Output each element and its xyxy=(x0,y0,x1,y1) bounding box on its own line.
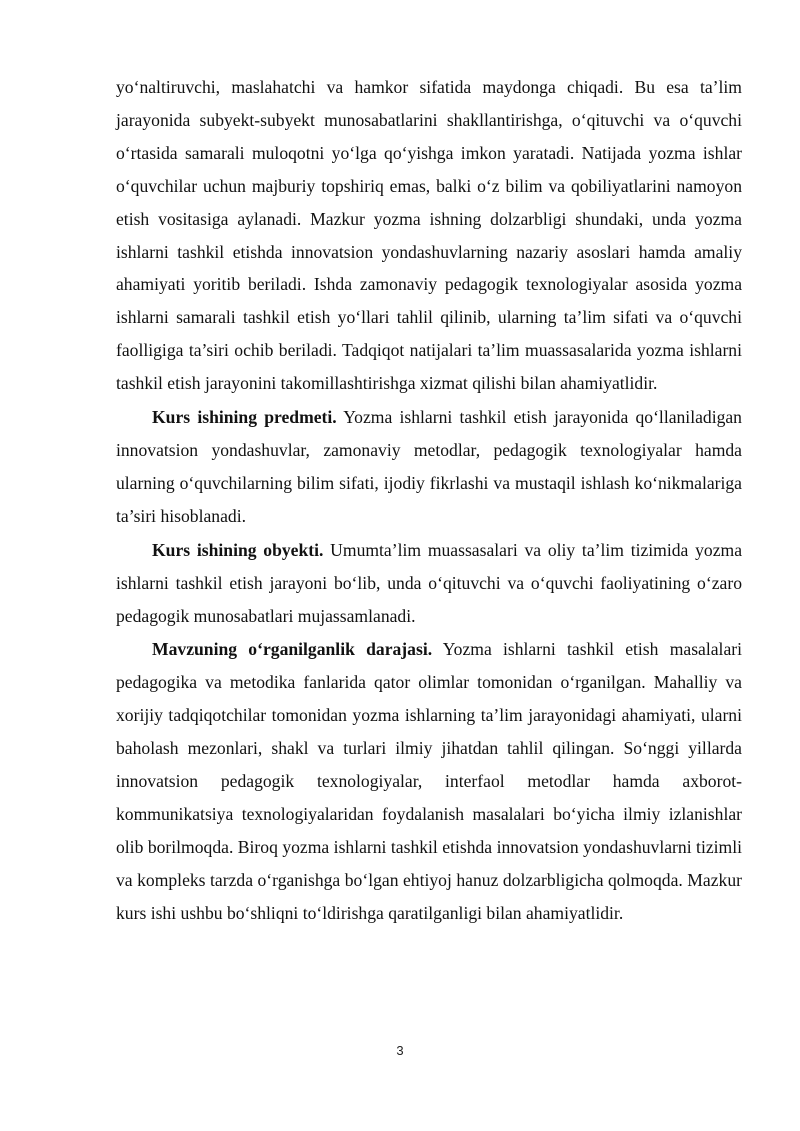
paragraph-subject xyxy=(116,401,742,533)
paragraph-heading-subject: Kurs ishining predmeti. xyxy=(152,407,337,428)
paragraph-text: Yozma ishlarni tashkil etish masalalari pedagogika va metodika fanlarida qator olimlar tomonidan o‘rganilgan. Mahalliy va xorijiy tadqiqotchilar tomonidan yozma ishlarning ta’lim jarayonidagi ahamiyati, ularni baholash mezonlari, shakl va turlari ilmiy jihatdan tahlil qilingan. So‘nggi yillarda innovatsion pedagogik texnologiyalar, interfaol metodlar hamda axborot-kommunikatsiya texnologiyalaridan foydalanish masalalari bo‘yicha ilmiy izlanishlar olib borilmoqda. Biroq yozma ishlarni tashkil etishda innovatsion yondashuvlarni tizimli va kompleks tarzda o‘rganishga bo‘lgan ehtiyoj hanuz dolzarbligicha qolmoqda. Mazkur kurs ishi ushbu bo‘shliqni to‘ldirishga qaratilganligi bilan ahamiyatlidir. xyxy=(116,639,742,923)
document-body xyxy=(116,71,742,930)
paragraph-study-level xyxy=(116,633,742,929)
paragraph-intro-continuation xyxy=(116,71,742,400)
paragraph-object xyxy=(116,534,742,633)
page-number: 3 xyxy=(396,1043,404,1058)
paragraph-text: Yozma ishlarni tashkil etish jarayonida qo‘llaniladigan innovatsion yondashuvlar, zamonaviy metodlar, pedagogik texnologiyalar hamda ularning o‘quvchilarning bilim sifati, ijodiy fikrlashi va mustaqil ishlash ko‘nikmalariga ta’siri hisoblanadi. xyxy=(116,407,742,526)
paragraph-text: yo‘naltiruvchi, maslahatchi va hamkor sifatida maydonga chiqadi. Bu esa ta’lim jarayonida subyekt-subyekt munosabatlarini shakllantirishga, o‘qituvchi va o‘quvchi o‘rtasida samarali muloqotni yo‘lga qo‘yishga imkon yaratadi. Natijada yozma ishlar o‘quvchilar uchun majburiy topshiriq emas, balki o‘z bilim va qobiliyatlarini namoyon etish vositasiga aylanadi. Mazkur yozma ishning dolzarbligi shundaki, unda yozma ishlarni tashkil etishda innovatsion yondashuvlarning nazariy asoslari hamda amaliy ahamiyati yoritib beriladi. Ishda zamonaviy pedagogik texnologiyalar asosida yozma ishlarni samarali tashkil etish yo‘llari tahlil qilinib, ularning ta’lim sifati va o‘quvchi faolligiga ta’siri ochib beriladi. Tadqiqot natijalari ta’lim muassasalarida yozma ishlarni tashkil etish jarayonini takomillashtirishga xizmat qilishi bilan ahamiyatlidir. xyxy=(116,77,742,394)
paragraph-heading-object: Kurs ishining obyekti. xyxy=(152,539,324,560)
paragraph-text: Umumta’lim muassasalari va oliy ta’lim tizimida yozma ishlarni tashkil etish jarayoni bo‘lib, unda o‘qituvchi va o‘quvchi faoliyatining o‘zaro pedagogik munosabatlari mujassamlanadi. xyxy=(116,539,743,626)
paragraph-heading-study-level: Mavzuning o‘rganilganlik darajasi. xyxy=(152,639,433,660)
